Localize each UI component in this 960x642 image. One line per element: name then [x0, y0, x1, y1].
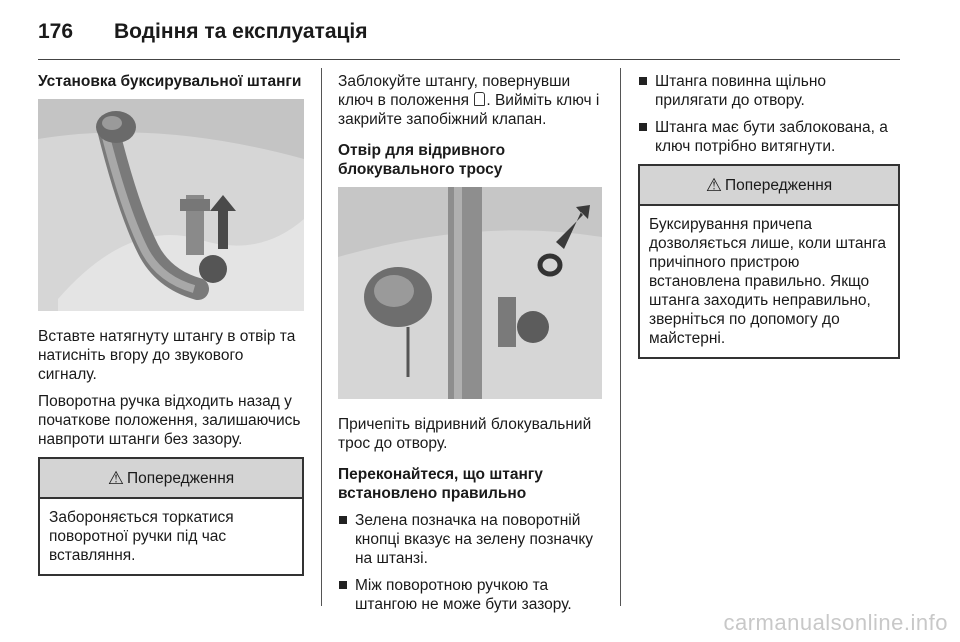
warning-box-1 [38, 457, 304, 576]
paragraph-handle-return: Поворотна ручка відходить назад у початкове положення, залишаючись навпроти штанги без зазору. [38, 393, 301, 448]
column-1 [38, 72, 304, 576]
warning-title-2: Попередження [724, 176, 833, 194]
column-divider-1 [321, 68, 322, 606]
check-list-2 [638, 72, 900, 156]
lock-text-before: Заблокуйте штангу, повернувши ключ в положення [338, 73, 571, 109]
warning-title-1: Попередження [126, 469, 235, 487]
watermark: carmanualsonline.info [723, 610, 948, 635]
warning-header-1 [40, 459, 302, 499]
bullet-text: Штанга має бути заблокована, а ключ потрібно витягнути. [655, 119, 888, 155]
paragraph-insert: Вставте натягнуту штангу в отвір та натисніть вгору до звукового сигналу. [38, 328, 296, 383]
bullet-square-icon [639, 123, 647, 131]
page-number: 176 [38, 20, 74, 43]
list-item [338, 576, 602, 614]
list-item [638, 72, 900, 110]
bullet-square-icon [339, 516, 347, 524]
breakaway-cable-eyelet-illustration [338, 187, 602, 399]
warning-triangle-icon: ⚠ [107, 467, 124, 488]
bullet-text: Між поворотною ручкою та штангою не може бути зазору. [355, 577, 572, 613]
page-header [38, 14, 368, 50]
bullet-square-icon [339, 581, 347, 589]
section-heading-eyelet: Отвір для відривного блокувального тросу [338, 142, 506, 178]
check-list-1 [338, 511, 602, 614]
section-heading-install: Установка буксирувальної штанги [38, 73, 302, 90]
bullet-square-icon [639, 77, 647, 85]
page-title: Водіння та експлуатація [114, 20, 368, 43]
tow-bar-insert-illustration [38, 99, 304, 311]
column-3 [638, 72, 900, 359]
bullet-text: Зелена позначка на поворотній кнопці вказує на зелену позначку на штанзі. [355, 512, 594, 567]
list-item [338, 511, 602, 568]
column-2 [338, 72, 602, 622]
paragraph-lock [338, 72, 602, 129]
warning-box-2 [638, 164, 900, 359]
section-heading-check: Переконайтеся, що штангу встановлено правильно [338, 466, 543, 502]
lock-text-after: . Вийміть ключ і закрийте запобіжний клапан. [338, 92, 600, 128]
list-item [638, 118, 900, 156]
column-divider-2 [620, 68, 621, 606]
key-position-icon [474, 92, 485, 106]
warning-text-1: Забороняється торкатися поворотної ручки під час вставляння. [49, 509, 234, 564]
paragraph-attach-cable: Причепіть відривний блокувальний трос до отвору. [338, 416, 592, 452]
warning-triangle-icon: ⚠ [705, 174, 722, 195]
bullet-text: Штанга повинна щільно прилягати до отвору. [655, 73, 826, 109]
warning-header-2 [640, 166, 898, 206]
header-divider [38, 59, 900, 60]
warning-text-2: Буксирування причепа дозволяється лише, коли штанга причіпного пристрою встановлена правильно. Якщо штанга заходить неправильно, зверніться по допомогу до майстерні. [649, 216, 886, 347]
